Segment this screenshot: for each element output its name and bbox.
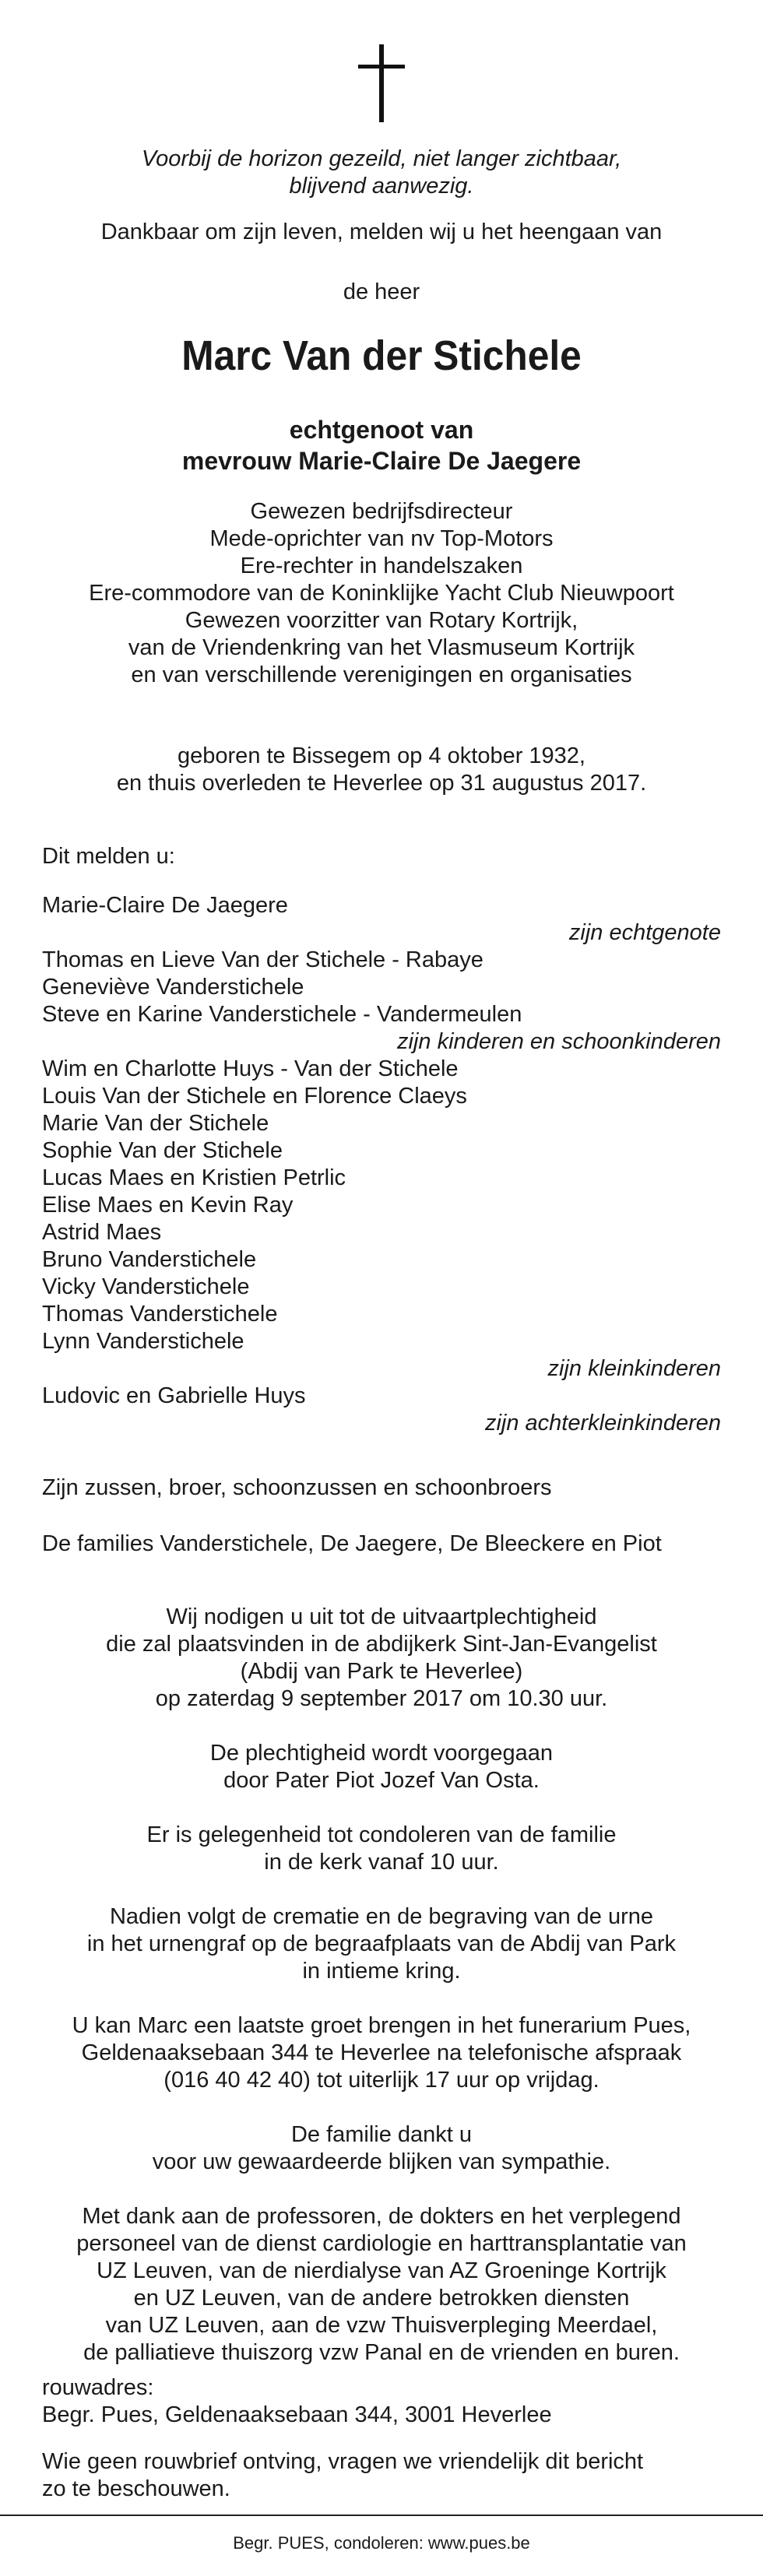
family-member: Louis Van der Stichele en Florence Claeys: [42, 1084, 467, 1109]
family-member: Elise Maes en Kevin Ray: [42, 1193, 294, 1218]
visit-line: Geldenaaksebaan 344 te Heverlee na telefonische afspraak: [81, 2040, 682, 2065]
family-row: [42, 1056, 721, 1083]
family-row: [42, 1274, 721, 1301]
death-line: en thuis overleden te Heverlee op 31 augustus 2017.: [116, 771, 647, 796]
visit-line: (016 40 42 40) tot uiterlijk 17 uur op vrijdag.: [164, 2068, 600, 2093]
invitation-block: [31, 1604, 732, 1713]
family-row: [42, 919, 721, 947]
thanks-line: De familie dankt u: [290, 2122, 473, 2147]
family-row: [42, 947, 721, 974]
family-row: [42, 1355, 721, 1383]
family-row: [42, 1165, 721, 1192]
family-member: Bruno Vanderstichele: [42, 1247, 257, 1272]
family-member: Geneviève Vanderstichele: [42, 975, 304, 1000]
family-row: [42, 1001, 721, 1028]
cross-icon: [358, 44, 405, 122]
poem-line: blijvend aanwezig.: [289, 174, 474, 199]
condolences-block: [31, 1822, 732, 1876]
gratitude-line: en UZ Leuven, van de andere betrokken diensten: [133, 2286, 630, 2311]
cremation-block: [31, 1903, 732, 1985]
titles-block: [31, 498, 732, 689]
family-member: Ludovic en Gabrielle Huys: [42, 1383, 306, 1408]
thanks-block: [31, 2121, 732, 2176]
celebrant-line: door Pater Piot Jozef Van Osta.: [223, 1768, 540, 1793]
family-row: [42, 1083, 721, 1110]
family-member: Vicky Vanderstichele: [42, 1274, 250, 1299]
family-row: [42, 1110, 721, 1137]
family-row: [42, 1219, 721, 1246]
condolences-line: Er is gelegenheid tot condoleren van de familie: [146, 1822, 617, 1847]
announce-label: [42, 843, 721, 870]
intro-text: [31, 219, 732, 246]
family-row: [42, 1301, 721, 1328]
address-line: Begr. Pues, Geldenaaksebaan 344, 3001 Heverlee: [42, 2402, 552, 2427]
gratitude-line: personeel van de dienst cardiologie en harttransplantatie van: [76, 2231, 687, 2256]
thanks-line: voor uw gewaardeerde blijken van sympathie.: [152, 2149, 611, 2174]
poem: [31, 146, 732, 200]
relation-note: zijn echtgenote: [568, 920, 721, 945]
invitation-line: (Abdij van Park te Heverlee): [240, 1659, 523, 1684]
family-member: Steve en Karine Vanderstichele - Vandermeulen: [42, 1002, 522, 1027]
family-member: Thomas Vanderstichele: [42, 1302, 278, 1327]
family-member: Lynn Vanderstichele: [42, 1329, 244, 1354]
family-row: [42, 974, 721, 1001]
title-line: Gewezen bedrijfsdirecteur: [250, 499, 513, 524]
relation-note: zijn achterkleinkinderen: [484, 1411, 721, 1436]
final-note-line: zo te beschouwen.: [42, 2476, 230, 2501]
family-row: [42, 1383, 721, 1410]
siblings: [42, 1474, 721, 1502]
gratitude-line: Met dank aan de professoren, de dokters en het verplegend: [82, 2204, 681, 2229]
address-label: rouwadres:: [42, 2375, 154, 2400]
poem-line: Voorbij de horizon gezeild, niet langer zichtbaar,: [141, 146, 622, 171]
deceased-name-text: Marc Van der Stichele: [181, 332, 582, 379]
family-member: Wim en Charlotte Huys - Van der Stichele: [42, 1056, 459, 1081]
title-line: Ere-commodore van de Koninklijke Yacht Club Nieuwpoort: [89, 581, 674, 606]
family-row: [42, 1246, 721, 1274]
families-text: De families Vanderstichele, De Jaegere, De Bleeckere en Piot: [42, 1531, 662, 1556]
title-line: Gewezen voorzitter van Rotary Kortrijk,: [185, 608, 578, 633]
invitation-line: Wij nodigen u uit tot de uitvaartplechtigheid: [166, 1604, 597, 1629]
title-line: Mede-oprichter van nv Top-Motors: [209, 526, 554, 551]
family-member: Thomas en Lieve Van der Stichele - Rabaye: [42, 947, 483, 972]
invitation-line: die zal plaatsvinden in de abdijkerk Sint-Jan-Evangelist: [106, 1632, 657, 1657]
final-note-block: [42, 2448, 721, 2503]
family-row: [42, 1028, 721, 1056]
family-member: Marie-Claire De Jaegere: [42, 893, 288, 918]
celebrant-block: [31, 1740, 732, 1794]
spouse-line: echtgenoot van: [289, 416, 474, 444]
address-block: [42, 2374, 721, 2429]
family-member: Lucas Maes en Kristien Petrlic: [42, 1165, 346, 1190]
title-line: van de Vriendenkring van het Vlasmuseum Kortrijk: [128, 635, 635, 660]
birth-line: geboren te Bissegem op 4 oktober 1932,: [178, 743, 585, 768]
announce-label-text: Dit melden u:: [42, 844, 175, 869]
family-row: [42, 1328, 721, 1355]
family-row: [42, 892, 721, 919]
family-member: Marie Van der Stichele: [42, 1111, 269, 1136]
gratitude-line: de palliatieve thuiszorg vzw Panal en de vrienden en buren.: [83, 2340, 680, 2365]
relation-note: zijn kinderen en schoonkinderen: [397, 1029, 721, 1054]
invitation-line: op zaterdag 9 september 2017 om 10.30 uur.: [155, 1686, 608, 1711]
families: [42, 1530, 721, 1558]
title-line: en van verschillende verenigingen en organisaties: [131, 662, 632, 687]
cremation-line: in intieme kring.: [302, 1959, 461, 1984]
family-row: [42, 1137, 721, 1165]
gratitude-line: UZ Leuven, van de nierdialyse van AZ Groeninge Kortrijk: [97, 2258, 666, 2283]
celebrant-line: De plechtigheid wordt voorgegaan: [209, 1741, 554, 1766]
spouse-line: mevrouw Marie-Claire De Jaegere: [181, 447, 582, 475]
condolences-line: in de kerk vanaf 10 uur.: [264, 1850, 499, 1875]
deceased-name: [31, 332, 732, 379]
family-row: [42, 1192, 721, 1219]
family-member: Astrid Maes: [42, 1220, 162, 1245]
footer-text: Begr. PUES, condoleren: www.pues.be: [233, 2533, 530, 2553]
intro-line: Dankbaar om zijn leven, melden wij u het heengaan van: [100, 220, 663, 244]
family-member: Sophie Van der Stichele: [42, 1138, 283, 1163]
siblings-text: Zijn zussen, broer, schoonzussen en schoonbroers: [42, 1475, 552, 1500]
spouse-block: [31, 414, 732, 476]
title-prefix-line: de heer: [343, 279, 420, 304]
gratitude-line: van UZ Leuven, aan de vzw Thuisverpleging Meerdael,: [105, 2313, 658, 2338]
title-line: Ere-rechter in handelszaken: [240, 554, 523, 578]
gratitude-block: [31, 2203, 732, 2367]
cremation-line: Nadien volgt de crematie en de begraving van de urne: [109, 1904, 654, 1929]
visit-line: U kan Marc een laatste groet brengen in het funerarium Pues,: [72, 2013, 691, 2038]
visit-block: [31, 2012, 732, 2094]
title-prefix: [31, 279, 732, 306]
footer: [0, 2532, 763, 2554]
family-row: [42, 1410, 721, 1437]
birth-death-block: [31, 743, 732, 797]
final-note-line: Wie geen rouwbrief ontving, vragen we vriendelijk dit bericht: [42, 2449, 644, 2474]
footer-divider: [0, 2514, 763, 2516]
cremation-line: in het urnengraf op de begraafplaats van de Abdij van Park: [86, 1931, 677, 1956]
relation-note: zijn kleinkinderen: [547, 1356, 721, 1381]
family-list: [42, 892, 721, 1437]
